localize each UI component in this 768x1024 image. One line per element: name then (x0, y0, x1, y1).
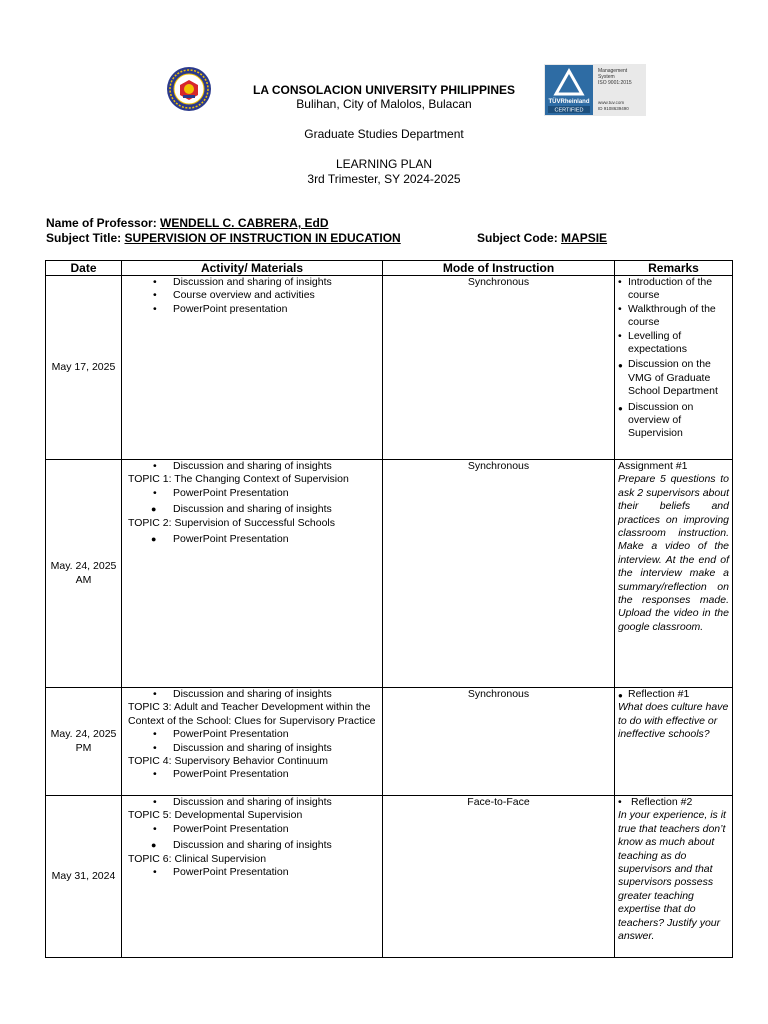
row-activities (122, 796, 383, 958)
list-item: • PowerPoint Presentation (125, 866, 379, 879)
row-mode: Face-to-Face (383, 796, 615, 958)
cert-line-2: System (598, 74, 615, 80)
list-item: • Introduction of the course (618, 276, 729, 303)
list-item: ● PowerPoint Presentation (125, 533, 379, 546)
table-row (46, 796, 733, 958)
subject-title: SUPERVISION OF INSTRUCTION IN EDUCATION (124, 231, 401, 245)
row-mode: Synchronous (383, 460, 615, 688)
subject-code-label: Subject Code (477, 231, 554, 245)
table-row (46, 276, 733, 460)
row-mode: Synchronous (383, 688, 615, 796)
list-item: ● Discussion on overview of Supervision (618, 401, 729, 441)
remark-text: Prepare 5 questions to ask 2 supervisors about their beliefs and practices on improving classroom instruction. Make a video of the interview. At the end of the interview make a summary/reflection on the responses made. Upload the video in the google classroom. (618, 473, 729, 633)
document-title: LEARNING PLAN (335, 157, 433, 171)
header-remarks: Remarks (615, 261, 733, 276)
iso-certification-badge (544, 64, 646, 116)
list-item: • Discussion and sharing of insights (125, 276, 379, 289)
subject-code: MAPSIE (561, 231, 608, 245)
topic-title: TOPIC 6: Clinical Supervision (128, 852, 267, 865)
row-activities (122, 688, 383, 796)
list-item: ● Discussion and sharing of insights (125, 503, 379, 516)
department-name: Graduate Studies Department (304, 127, 464, 141)
row-remarks (615, 688, 733, 796)
list-item: • Walkthrough of the course (618, 303, 729, 330)
list-item: • Discussion and sharing of insights (125, 688, 379, 701)
list-item: • PowerPoint Presentation (125, 728, 379, 741)
professor-name: WENDELL C. CABRERA, EdD (160, 216, 329, 230)
professor-line: Name of Professor: WENDELL C. CABRERA, EdD (46, 216, 329, 230)
certified-text: CERTIFIED (554, 107, 584, 114)
row-remarks (615, 796, 733, 958)
list-item: • Levelling of expectations (618, 330, 729, 357)
subject-label: Subject Title (46, 231, 118, 245)
list-item: • Discussion and sharing of insights (125, 742, 379, 755)
row-date: May 17, 2025 (46, 276, 122, 460)
topic-title: TOPIC 4: Supervisory Behavior Continuum (128, 755, 328, 768)
university-name: LA CONSOLACION UNIVERSITY PHILIPPINES (252, 83, 516, 97)
remark-text: What does culture have to do with effective or ineffective schools? (618, 701, 729, 741)
tuv-certified-logo (544, 64, 646, 116)
topic-title: TOPIC 5: Developmental Supervision (128, 809, 303, 822)
table-header-row (46, 261, 733, 276)
cert-line-3: ISO 9001:2015 (598, 80, 632, 86)
row-date: May 31, 2024 (46, 796, 122, 958)
subject-code-field: Subject Code: MAPSIE (477, 231, 608, 245)
row-mode: Synchronous (383, 276, 615, 460)
learning-plan-table (45, 260, 733, 958)
list-item: • PowerPoint Presentation (125, 823, 379, 836)
term-label: 3rd Trimester, SY 2024-2025 (307, 172, 461, 186)
remark-title: Assignment #1 (618, 460, 688, 472)
list-item: • Course overview and activities (125, 289, 379, 302)
list-item: • PowerPoint Presentation (125, 487, 379, 500)
professor-label: Name of Professor (46, 216, 153, 230)
header-mode: Mode of Instruction (383, 261, 615, 276)
university-address: Bulihan, City of Malolos, Bulacan (296, 97, 472, 111)
row-activities (122, 276, 383, 460)
row-remarks (615, 460, 733, 688)
remark-title: • Reflection #2 (618, 796, 729, 809)
subject-line: Subject Title: SUPERVISION OF INSTRUCTION IN EDUCATION Subject Code: MAPSIE (46, 231, 608, 245)
list-item: • PowerPoint presentation (125, 303, 379, 316)
cert-line-5: ID 9108639490 (598, 106, 629, 111)
table-row (46, 460, 733, 688)
header-activity: Activity/ Materials (122, 261, 383, 276)
header-date: Date (46, 261, 122, 276)
topic-title: TOPIC 1: The Changing Context of Supervision (128, 473, 349, 486)
list-item: ● Discussion on the VMG of Graduate School Department (618, 358, 729, 398)
row-date: May. 24, 2025 AM (46, 460, 122, 688)
list-item: • PowerPoint Presentation (125, 768, 379, 781)
list-item: • Discussion and sharing of insights (125, 796, 379, 809)
topic-title: TOPIC 2: Supervision of Successful Schools (128, 516, 335, 529)
cert-line-1: Management (598, 68, 628, 74)
remark-text: In your experience, is it true that teachers don’t know as much about teaching as do supervisors and that supervisors possess greater teaching expertise that do teachers? Justify your answer. (618, 809, 726, 943)
row-date: May. 24, 2025 PM (46, 688, 122, 796)
tuv-brand-text: TÜVRheinland (548, 99, 590, 105)
table-row (46, 688, 733, 796)
row-remarks (615, 276, 733, 460)
remark-title: ● Reflection #1 (618, 688, 729, 701)
topic-title: TOPIC 3: Adult and Teacher Development within the Context of the School: Clues for Supervisory Practice (128, 701, 376, 727)
list-item: • Discussion and sharing of insights (125, 460, 379, 473)
list-item: ● Discussion and sharing of insights (125, 839, 379, 852)
row-activities (122, 460, 383, 688)
cert-line-4: www.tuv.com (598, 100, 625, 105)
